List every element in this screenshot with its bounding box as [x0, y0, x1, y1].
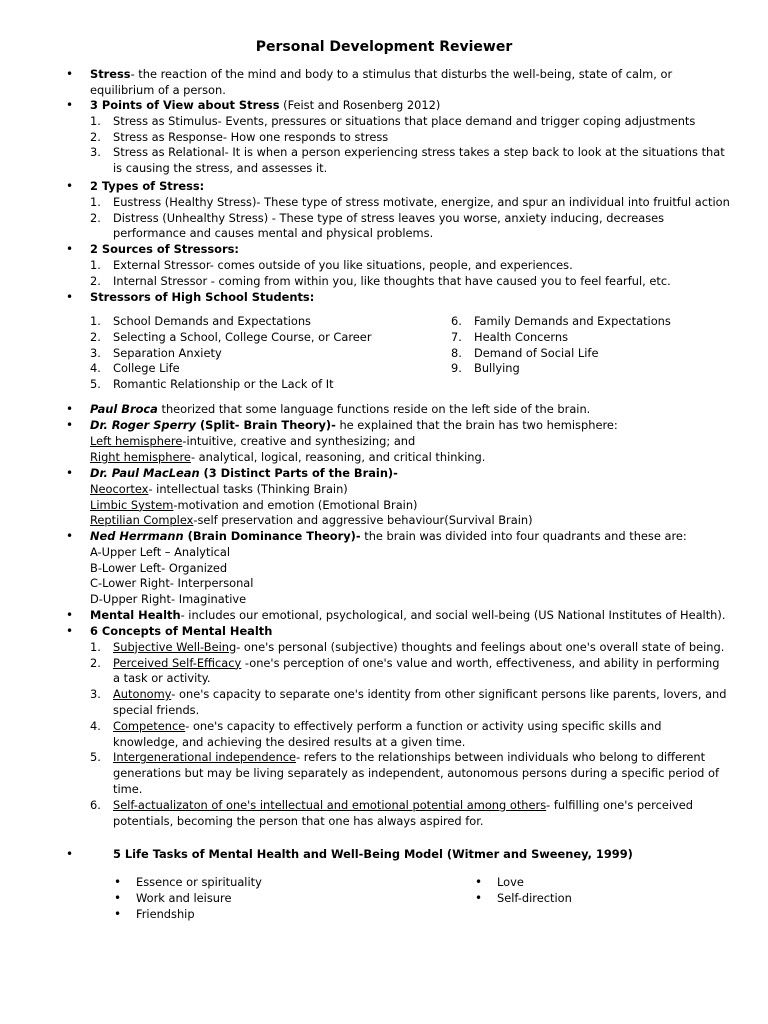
bullet: •	[66, 98, 74, 112]
list-item: 5. Intergenerational independence- refers to the relationships between individuals who belong to different generations but may be living separately as independent, autonomous persons during a specific period of time.	[90, 750, 720, 796]
list-item: 1. Stress as Stimulus- Events, pressures or situations that place demand and trigger coping adjustments	[90, 113, 696, 128]
bullet: •	[66, 624, 74, 638]
paul-broca-entry: • Paul Broca theorized that some language functions reside on the left side of the brain.	[66, 402, 591, 416]
bullet: •	[66, 529, 74, 543]
life-tasks-section	[66, 847, 733, 863]
hs-stressors-left-column	[90, 314, 430, 393]
list-item: 9. Bullying	[451, 361, 520, 376]
bullet: •	[66, 466, 74, 480]
section-heading: 6 Concepts of Mental Health	[90, 624, 273, 638]
list-item: 8. Demand of Social Life	[451, 345, 599, 360]
bullet: •	[66, 402, 74, 416]
life-tasks-left-column	[114, 875, 456, 922]
list-item: 1. Subjective Well-Being- one's personal (subjective) thoughts and feelings about one's overall state of being.	[90, 639, 725, 654]
list-item: 5. Romantic Relationship or the Lack of It	[90, 377, 334, 392]
bullet: •	[66, 67, 74, 81]
list-item: 7. Health Concerns	[451, 329, 569, 344]
list-item: 2. Distress (Unhealthy Stress) - These type of stress leaves you worse, anxiety inducing, decreases performance and causes mental and physical problems.	[90, 210, 665, 241]
section-heading: 2 Types of Stress:	[90, 179, 205, 193]
ned-herrmann-entry: • Ned Herrmann (Brain Dominance Theory)- the brain was divided into four quadrants and these are: A-Upper Left – Analytical B-Lower Left- Organized C-Lower Right- Interpersonal D-Upper Right- Imaginative	[66, 529, 687, 607]
hs-stressors-right-column	[451, 314, 741, 377]
section-heading: Stressors of High School Students:	[90, 290, 315, 304]
term-stress: Stress	[90, 67, 131, 81]
list-item: 1. School Demands and Expectations	[90, 314, 311, 328]
list-item: • Friendship	[114, 906, 195, 921]
bullet: •	[66, 418, 74, 432]
list-item: 2. Perceived Self-Efficacy -one's perception of one's value and worth, effectiveness, and ability in performing a task or activity.	[90, 655, 720, 686]
section-heading: 3 Points of View about Stress	[90, 98, 280, 112]
section-heading: 5 Life Tasks of Mental Health and Well-Being Model (Witmer and Sweeney, 1999)	[113, 847, 633, 861]
bullet: •	[66, 290, 74, 304]
list-item: • Essence or spirituality	[114, 875, 262, 889]
document-title: Personal Development Reviewer	[255, 39, 513, 55]
list-item: • Love	[475, 875, 524, 889]
list-item: 2. Internal Stressor - coming from within you, like thoughts that have caused you to feel fearful, etc.	[90, 273, 671, 288]
list-item: 2. Selecting a School, College Course, or Career	[90, 329, 372, 344]
list-item: • Self-direction	[475, 890, 572, 905]
mental-health-concepts-section	[66, 624, 730, 829]
list-item: 2. Stress as Response- How one responds to stress	[90, 129, 389, 144]
bullet: •	[66, 847, 74, 861]
list-item: 3. Stress as Relational- It is when a person experiencing stress takes a step back to look at the situations that is causing the stress, and assesses it.	[90, 145, 725, 176]
list-item: 4. Competence- one's capacity to effectively perform a function or activity using specific skills and knowledge, and achieving the desired results at a given time.	[90, 718, 662, 749]
list-item: 3. Separation Anxiety	[90, 345, 222, 360]
list-item: • Work and leisure	[114, 890, 232, 905]
hs-stressors-section	[66, 290, 730, 306]
life-tasks-right-column	[475, 875, 717, 907]
roger-sperry-entry: • Dr. Roger Sperry (Split- Brain Theory)- he explained that the brain has two hemisphere: Left hemisphere-intuitive, creative and synthesizing; and Right hemisphere- analytical, logical, reasoning, and critical thinking.	[66, 418, 618, 464]
list-item: 6. Family Demands and Expectations	[451, 314, 671, 328]
section-heading: 2 Sources of Stressors:	[90, 242, 239, 256]
bullet: •	[66, 242, 74, 256]
list-item: 6. Self-actualizaton of one's intellectual and emotional potential among others- fulfilling one's perceived potentials, becoming the person that one has always aspired for.	[90, 797, 693, 828]
list-item: 3. Autonomy- one's capacity to separate one's identity from other significant persons like parents, lovers, and special friends.	[90, 687, 727, 717]
bullet: •	[66, 608, 74, 622]
stress-definition: • Stress- the reaction of the mind and body to a stimulus that disturbs the well-being, state of calm, or equilibrium of a person.	[66, 67, 673, 97]
list-item: 1. External Stressor- comes outside of you like situations, people, and experiences.	[90, 257, 573, 272]
points-of-view-section: • 3 Points of View about Stress (Feist and Rosenberg 2012) 1. Stress as Stimulus- Events, pressures or situations that place demand and trigger coping adjustments 2. Stress as Response- How one responds to stress 3. Stress as Relational- It is when a person experiencing stress takes a step back to look at the situations that is causing the stress, and assesses it.	[90, 98, 730, 177]
bullet: •	[66, 179, 74, 193]
types-of-stress-section	[66, 179, 730, 242]
mental-health-definition: • Mental Health- includes our emotional, psychological, and social well-being (US National Institutes of Health).	[66, 608, 726, 622]
paul-maclean-entry: • Dr. Paul MacLean (3 Distinct Parts of the Brain)- Neocortex- intellectual tasks (Thinking Brain) Limbic System-motivation and emotion (Emotional Brain) Reptilian Complex-self preservation and aggressive behaviour(Survival Brain)	[66, 466, 533, 528]
list-item: 4. College Life	[90, 361, 180, 376]
sources-of-stressors-section	[66, 242, 730, 289]
list-item: 1. Eustress (Healthy Stress)- These type of stress motivate, energize, and spur an individual into fruitful action	[90, 194, 730, 209]
